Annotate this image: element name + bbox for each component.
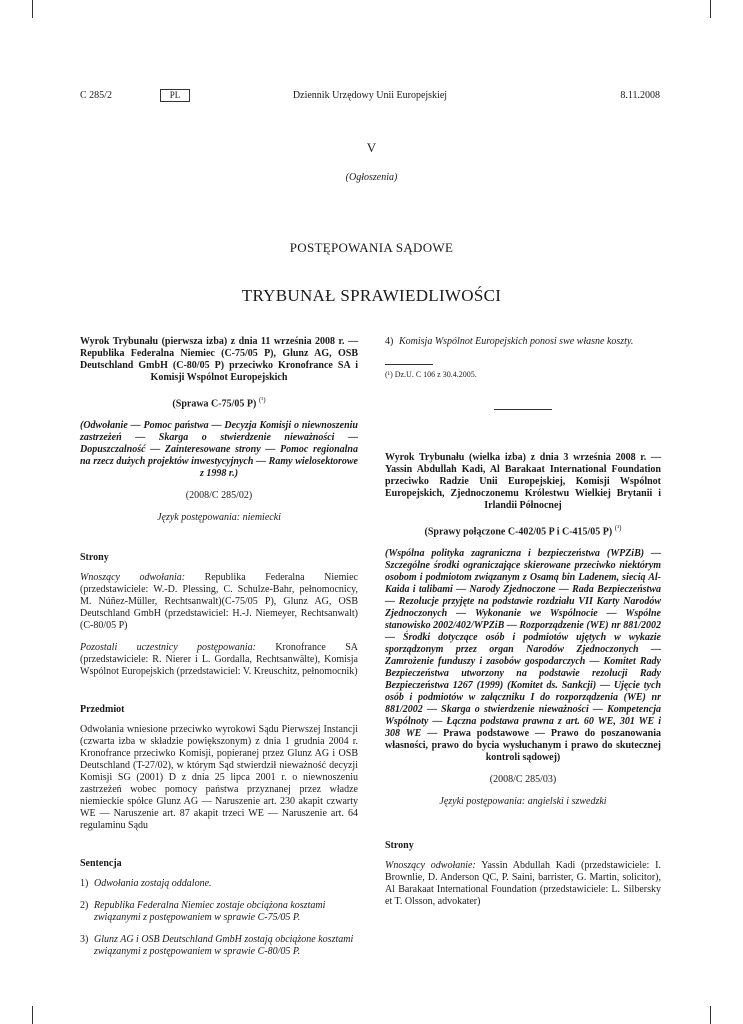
appellants-paragraph: Wnoszący odwołanie: Yassin Abdullah Kadi (przedstawiciele: I. Brownlie, D. Anderson QC, P. Saini, barrister, G. Martin, solicitor), Al Barakaat International Foundation (przedstawiciele: L. Silbersky et T. Olsson, advokater) xyxy=(385,860,661,908)
section-subtitle: (Ogłoszenia) xyxy=(345,172,398,183)
publication-date: 8.11.2008 xyxy=(620,90,660,101)
case-reference: (2008/C 285/03) xyxy=(489,774,557,786)
list-item: 3) Glunz AG i OSB Deutschland GmbH zostają obciążone kosztami związanymi z postępowaniem w sprawie C-80/05 P. xyxy=(80,934,354,958)
left-column xyxy=(80,336,358,968)
subject-paragraph: Odwołania wniesione przeciwko wyrokowi Sądu Pierwszej Instancji (czwarta izba w składzie powiększonym) z dnia 1 grudnia 2004 r. Kronofrance przeciwko Komisji, popieranej przez Glunz AG i OSB Deutschland (T-27/02), w którym Sąd stwierdził nieważność decyzji Komisji SG (2001) D z dnia 25 lipca 2001 r. o niewnoszeniu zastrzeżeń wobec pomocy państwa przyznanej przez władze niemieckie spółce Glunz AG — Naruszenie art. 230 akapit czwarty WE — Naruszenie art. 87 akapit trzeci WE — Naruszenie art. 64 regulaminu Sądu xyxy=(80,724,358,832)
language-box: PL xyxy=(160,89,190,102)
page-reference: C 285/2 xyxy=(80,90,112,101)
crop-mark xyxy=(710,0,711,18)
list-item: 2) Republika Federalna Niemiec zostaje obciążona kosztami związanymi z postępowaniem w sprawie C-75/05 P. xyxy=(80,900,326,924)
list-item: 1) Odwołania zostają oddalone. xyxy=(80,878,212,890)
case-title: Wyrok Trybunału (wielka izba) z dnia 3 września 2008 r. — Yassin Abdullah Kadi, Al Barakaat International Foundation przeciwko Radzie Unii Europejskiej, Komisji Wspólnot Europejskich, Zjednoczonemu Królestwu Wielkiej Brytanii i Irlandii Północnej xyxy=(385,452,661,511)
section-number: V xyxy=(366,140,377,155)
operative-list xyxy=(80,878,358,958)
case-keywords: (Odwołanie — Pomoc państwa — Decyzja Komisji o niewnoszeniu zastrzeżeń — Skarga o stwierdzenie nieważności — Dopuszczalność — Zainteresowane strony — Pomoc regionalna na rzecz dużych projektów inwestycyjnych — Ramy wielosektorowe z 1998 r.) xyxy=(80,420,358,480)
court-heading: TRYBUNAŁ SPRAWIEDLIWOŚCI xyxy=(241,286,502,305)
language-of-case: Język postępowania: niemiecki xyxy=(157,512,281,524)
proceedings-heading: POSTĘPOWANIA SĄDOWE xyxy=(289,240,454,255)
list-item: 4) Komisja Wspólnot Europejskich ponosi swe własne koszty. xyxy=(385,336,634,347)
parties-heading: Strony xyxy=(80,552,109,564)
appellants-paragraph: Wnoszący odwołania: Republika Federalna Niemiec (przedstawiciele: W.-D. Plessing, C. Schulze-Bahr, pełnomocnicy, M. Núñez-Müller, Rechtsanwalt)(C-75/05 P), Glunz AG, OSB Deutschland GmbH (przedstawiciel: H.-J. Niemeyer, Rechtsanwalt) (C-80/05 P) xyxy=(80,572,358,632)
footnote: (¹) Dz.U. C 106 z 30.4.2005. xyxy=(385,370,477,379)
crop-mark xyxy=(32,1006,33,1024)
case-number: (Sprawa C-75/05 P) $^{(^1)}$ xyxy=(172,396,266,410)
case-reference: (2008/C 285/02) xyxy=(185,490,253,502)
footnote-rule xyxy=(385,364,433,365)
language-of-case: Języki postępowania: angielski i szwedzki xyxy=(439,796,607,808)
page-header xyxy=(80,90,660,104)
right-column xyxy=(385,336,661,908)
case-title: Wyrok Trybunału (pierwsza izba) z dnia 11 września 2008 r. — Republika Federalna Niemiec (C-75/05 P), Glunz AG, OSB Deutschland GmbH (C-80/05 P) przeciwko Kronofrance SA i Komisji Wspólnot Europejskich xyxy=(80,336,358,383)
crop-mark xyxy=(710,1006,711,1024)
case-keywords: (Wspólna polityka zagraniczna i bezpieczeństwa (WPZiB) — Szczególne środki ograniczające skierowane przeciwko niektórym osobom i podmiotom związanym z Osamą bin Ladenem, siecią Al-Kaida i talibami — Narody Zjednoczone — Rada Bezpieczeństwa — Rezolucje przyjęte na podstawie rozdziału VII Karty Narodów Zjednoczonych — Wykonanie we Wspólnocie — Wspólne stanowisko 2002/402/WPZiB — Rozporządzenie (WE) nr 881/2002 — Środki dotyczące osób i podmiotów ujętych w wykazie sporządzonym przez organ Narodów Zjednoczonych — Zamrożenie funduszy i zasobów gospodarczych — Komitet Rady Bezpieczeństwa utworzony na podstawie rezolucji Rady Bezpieczeństwa 1267 (1999) (Komitet ds. Sankcji) — Ujęcie tych osób i podmiotów w załączniku I do rozporządzenia (WE) nr 881/2002 — Skarga o stwierdzenie nieważności — Kompetencja Wspólnoty — Łączna podstawa prawna z art. 60 WE, 301 WE i 308 WE — Prawa podstawowe — Prawo do poszanowania własności, prawo do bycia wysłuchanym i prawo do skutecznej kontroli sądowej) xyxy=(385,548,661,764)
journal-title: Dziennik Urzędowy Unii Europejskiej xyxy=(292,90,448,101)
crop-mark xyxy=(32,0,33,18)
case-number: (Sprawy połączone C-402/05 P i C-415/05 P) $^{(^1)}$ xyxy=(424,524,622,538)
subject-heading: Przedmiot xyxy=(80,704,125,716)
separator-rule xyxy=(494,409,552,410)
parties-heading: Strony xyxy=(385,840,414,852)
other-parties-paragraph: Pozostali uczestnicy postępowania: Kronofrance SA (przedstawiciele: R. Nierer i L. Gordalla, Rechtsanwälte), Komisja Wspólnot Europejskich (przedstawiciel: V. Kreuschitz, pełnomocnik) xyxy=(80,642,358,678)
operative-heading: Sentencja xyxy=(80,858,122,870)
